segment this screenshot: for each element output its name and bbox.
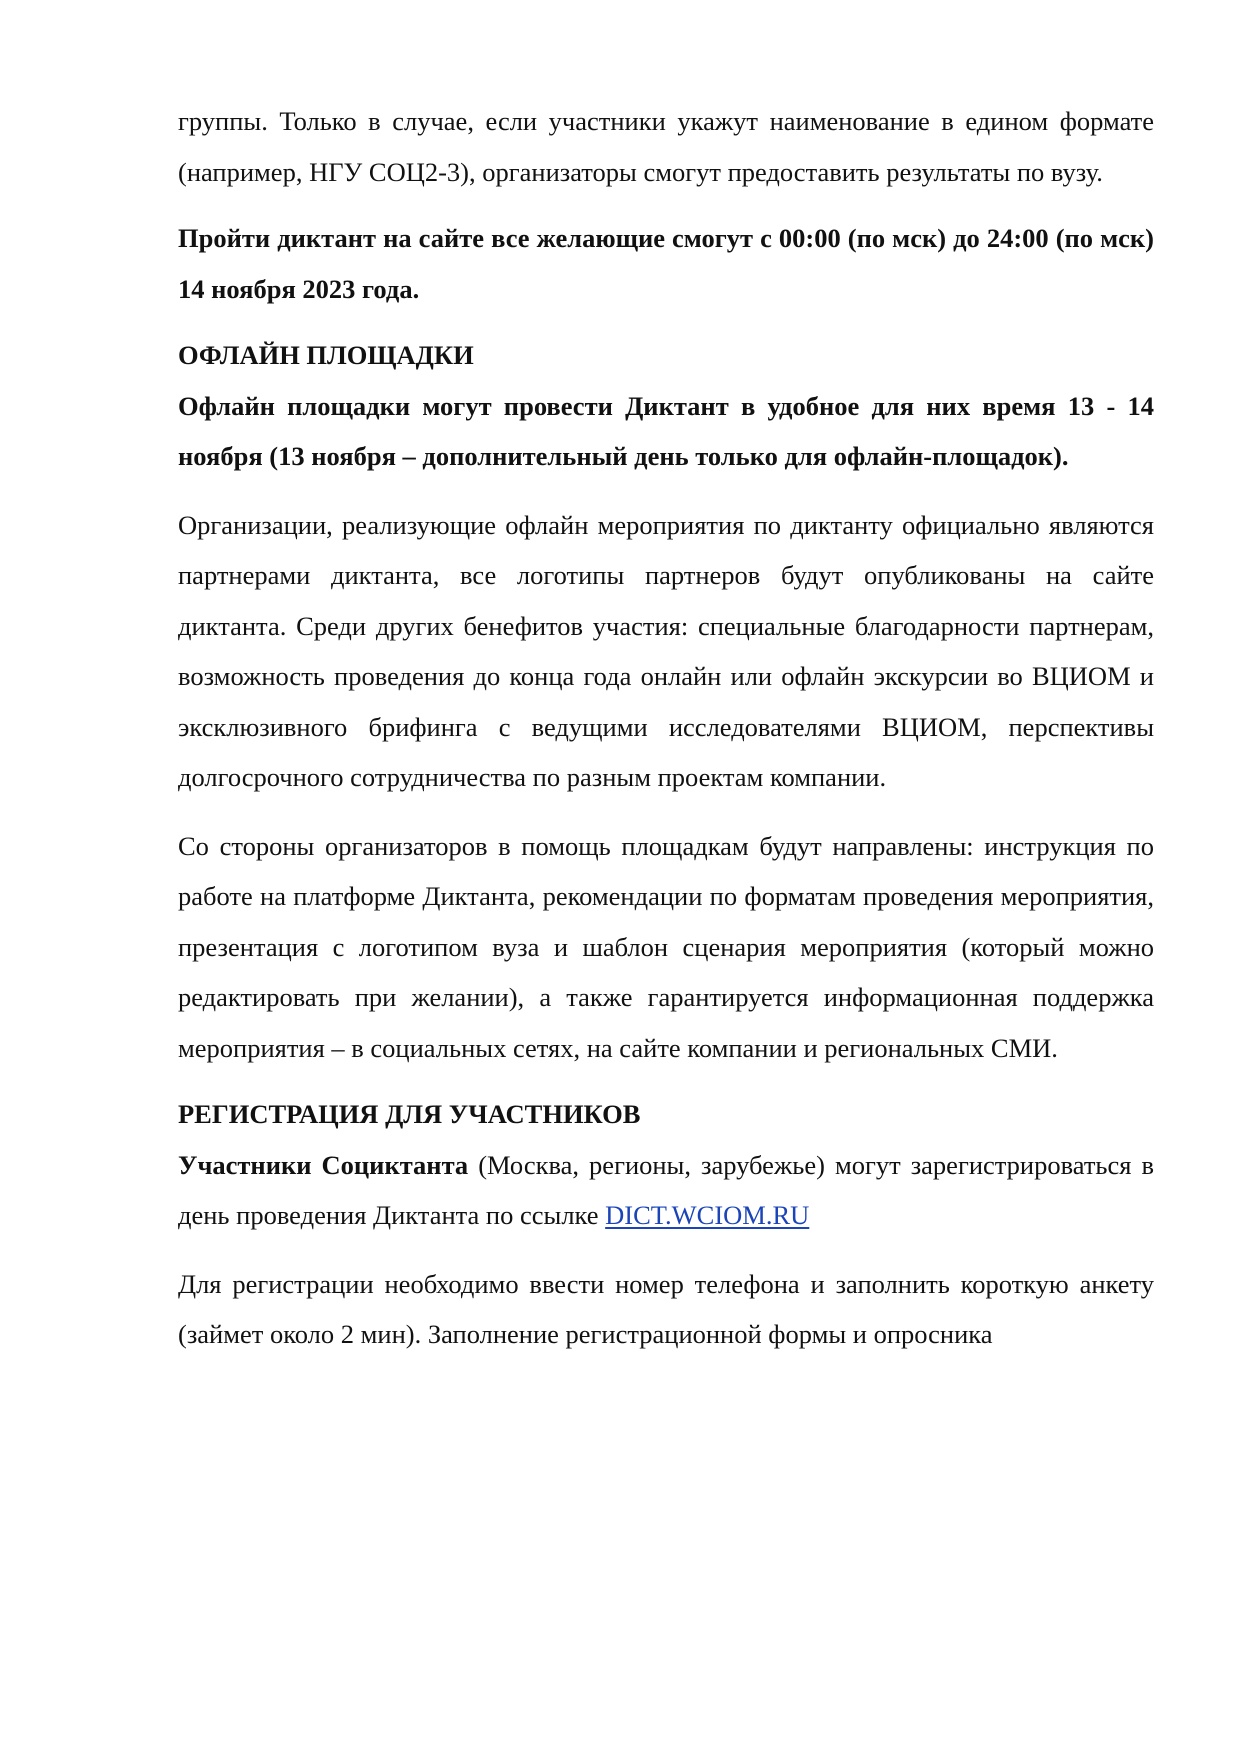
paragraph-partner-benefits: Организации, реализующие офлайн мероприятия по диктанту официально являются партнерами диктанта, все логотипы партнеров будут опубликованы на сайте диктанта. Среди других бенефитов участия: специальные благодарности партнерам, возможность проведения до конца года онлайн или офлайн экскурсии во ВЦИОМ и эксклюзивного брифинга с ведущими исследователями ВЦИОМ, перспективы долгосрочного сотрудничества по разным проектам компании. [178,509,1154,792]
paragraph-offline-dates: Офлайн площадки могут провести Диктант в удобное для них время 13 - 14 ноября (13 ноября – дополнительный день только для офлайн-площадок). [178,390,1154,471]
paragraph-registration-link [178,1140,1154,1241]
heading-registration: РЕГИСТРАЦИЯ ДЛЯ УЧАСТНИКОВ [178,1099,641,1129]
dict-wciom-link[interactable]: DICT.WCIOM.RU [605,1200,810,1230]
paragraph-online-time: Пройти диктант на сайте все желающие смогут с 00:00 (по мск) до 24:00 (по мск) 14 ноября 2023 года. [178,223,1154,304]
document-page [178,96,1154,1360]
paragraph-organizer-support: Со стороны организаторов в помощь площадкам будут направлены: инструкция по работе на платформе Диктанта, рекомендации по форматам проведения мероприятия, презентация с логотипом вуза и шаблон сценария мероприятия (который можно редактировать при желании), а также гарантируется информационная поддержка мероприятия – в социальных сетях, на сайте компании и региональных СМИ. [178,830,1154,1063]
paragraph-registration-steps: Для регистрации необходимо ввести номер телефона и заполнить короткую анкету (займет около 2 мин). Заполнение регистрационной формы и опросника [178,1268,1154,1349]
registration-text: (Москва, регионы, зарубежье) могут зарегистрироваться в день проведения Диктанта по ссылке [178,1149,1154,1230]
participants-label: Участники Социктанта [178,1149,469,1180]
paragraph-group-names: группы. Только в случае, если участники укажут наименование в едином формате (например, НГУ СОЦ2-3), организаторы смогут предоставить результаты по вузу. [178,106,1154,187]
heading-offline-venues: ОФЛАЙН ПЛОЩАДКИ [178,340,474,370]
